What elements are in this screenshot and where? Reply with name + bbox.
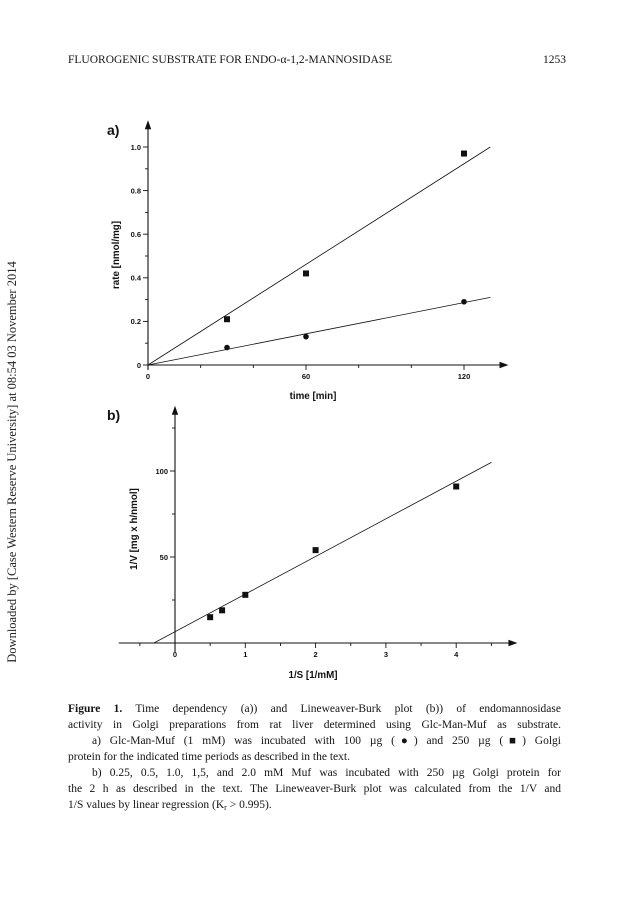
y-tick-label: 0 (136, 360, 141, 370)
x-axis-arrow (508, 640, 517, 646)
x-axis-title-a: time [min] (289, 391, 337, 402)
data-point-square (461, 151, 467, 157)
panel-label-b: b) (107, 407, 121, 423)
caption-text: > 0.995). (226, 799, 272, 811)
y-tick-label: 0.8 (130, 186, 141, 196)
y-tick-label: 0.4 (130, 273, 141, 283)
x-tick-label: 3 (383, 650, 388, 659)
caption-line (68, 733, 561, 749)
y-axis-arrow (145, 120, 151, 129)
panel-b (107, 406, 517, 681)
fit-line (148, 297, 490, 365)
x-tick-label: 60 (301, 372, 311, 381)
fit-line (154, 462, 491, 643)
data-point-square (219, 607, 225, 613)
y-tick-label: 0.6 (130, 230, 141, 239)
data-point-square (224, 316, 230, 322)
data-point-square (313, 547, 319, 553)
figure-caption (68, 701, 561, 813)
fit-line (148, 147, 490, 365)
x-axis-arrow (500, 362, 509, 368)
data-point-circle (224, 345, 230, 351)
x-axis-title-b: 1/S [1/mM] (288, 670, 338, 681)
caption-line (68, 797, 561, 813)
x-tick-label: 4 (454, 650, 459, 659)
page-number: 1253 (543, 54, 566, 66)
figure-label: Figure 1. (68, 703, 123, 715)
caption-text: activity in Golgi preparations from rat liver determined using Glc-Man-Muf as substrate. (68, 719, 561, 731)
caption-line (68, 781, 561, 797)
caption-line (68, 701, 561, 717)
caption-text: protein for the indicated time periods as described in the text. (68, 751, 350, 763)
caption-text: a) Glc-Man-Muf (1 mM) was incubated with 100 µg (●) and 250 µg (■) Golgi (92, 735, 561, 747)
y-axis-title-a: rate [nmol/mg] (111, 220, 122, 290)
data-point-square (242, 592, 248, 598)
caption-line (68, 765, 561, 781)
caption-line (68, 749, 561, 765)
caption-text: the 2 h as described in the text. The Lineweaver-Burk plot was calculated from the 1/V and (68, 783, 561, 795)
caption-text: b) 0.25, 0.5, 1.0, 1,5, and 2.0 mM Muf was incubated with 250 µg Golgi protein for (92, 767, 561, 779)
data-point-square (453, 483, 459, 489)
y-axis-arrow (172, 406, 178, 415)
caption-line (68, 717, 561, 733)
y-tick-label: 100 (155, 466, 168, 476)
y-axis-title-b: 1/V [mg x h/nmol] (129, 488, 140, 570)
download-watermark: Downloaded by [Case Western Reserve University] at 08:54 03 November 2014 (5, 261, 19, 663)
y-tick-label: 0.2 (130, 317, 141, 327)
plot-area-b (119, 406, 518, 659)
x-tick-label: 0 (145, 372, 151, 381)
x-tick-label: 1 (243, 650, 248, 659)
x-tick-label: 120 (457, 372, 471, 381)
data-point-circle (461, 299, 467, 305)
plot-area-a (131, 120, 509, 381)
x-tick-label: 2 (313, 650, 318, 659)
data-point-square (207, 614, 213, 620)
running-title: FLUOROGENIC SUBSTRATE FOR ENDO-α-1,2-MANNOSIDASE (68, 54, 393, 66)
caption-text: 1/S values by linear regression (K (68, 799, 225, 811)
data-point-circle (303, 334, 309, 340)
panel-label-a: a) (107, 122, 120, 138)
caption-text: Time dependency (a)) and Lineweaver-Burk plot (b)) of endomannosidase (135, 703, 561, 715)
x-tick-label: 0 (172, 650, 178, 659)
y-tick-label: 50 (159, 552, 168, 562)
y-tick-label: 1.0 (130, 142, 141, 152)
panel-a (107, 120, 509, 402)
subscript-r: r (224, 803, 227, 812)
data-point-square (303, 270, 309, 276)
